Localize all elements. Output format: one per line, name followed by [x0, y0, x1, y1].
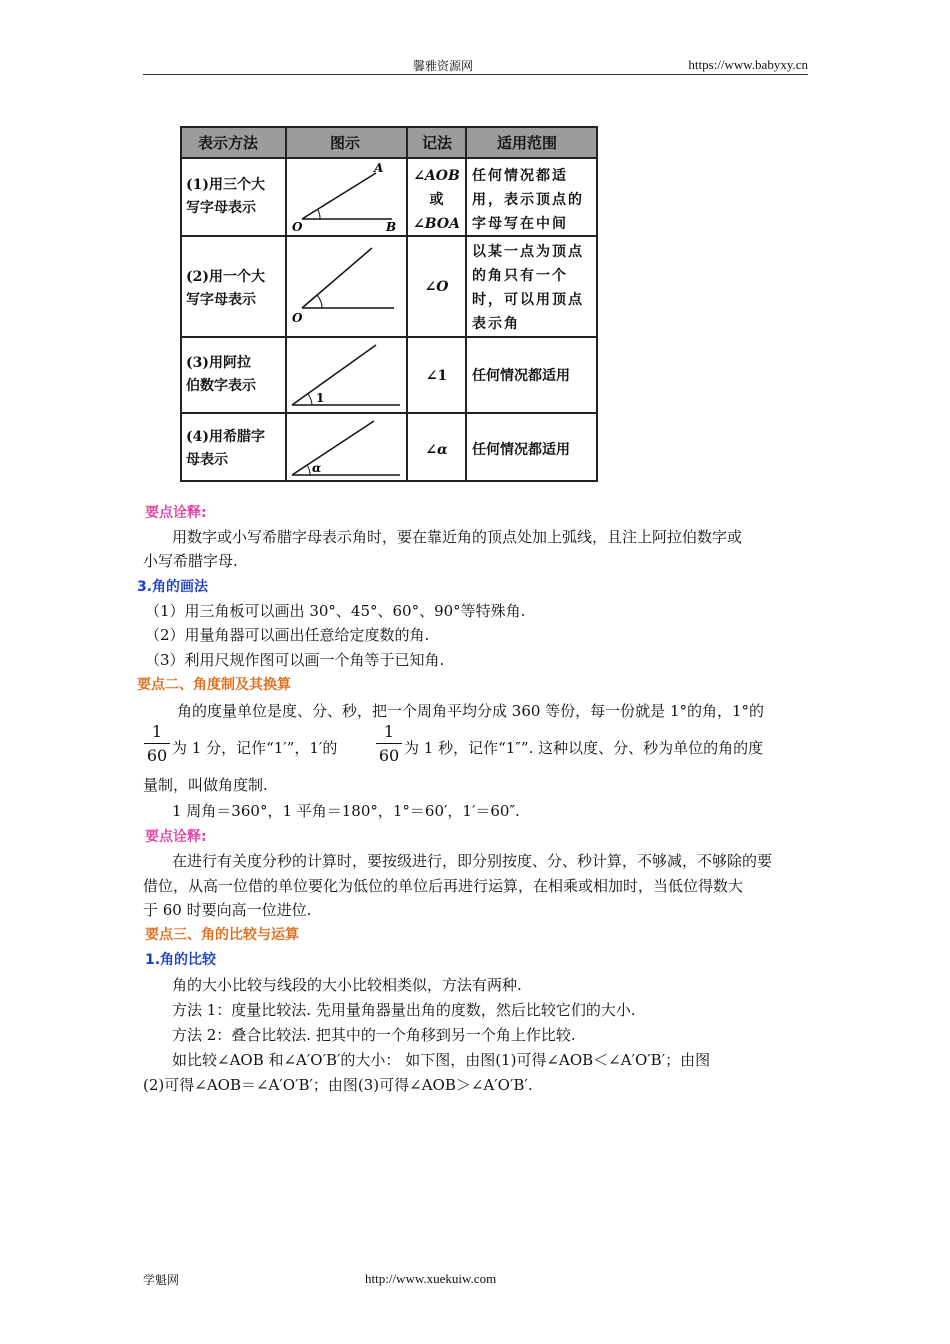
label-O: O	[292, 311, 303, 325]
key2-line4: 1 周角＝360°，1 平角＝180°，1°＝60′，1′＝60″.	[172, 802, 520, 820]
label-A: A	[374, 161, 384, 175]
divider	[182, 412, 596, 414]
header-scope: 适用范围	[497, 134, 558, 152]
angle-figure-1	[288, 161, 404, 233]
sub1-line1: 角的大小比较与线段的大小比较相类似，方法有两种.	[172, 976, 522, 994]
row4-notation: ∠α	[425, 442, 448, 458]
note2-line2: 借位，从高一位借的单位要化为低位的单位后再进行运算，在相乘或相加时，当低位得数大	[143, 877, 744, 895]
note1-line1: 用数字或小写希腊字母表示角时，要在靠近角的顶点处加上弧线，且注上阿拉伯数字或	[172, 528, 743, 546]
note1-line2: 小写希腊字母.	[143, 552, 238, 570]
section3-title: 3.角的画法	[137, 579, 209, 595]
note2-line1: 在进行有关度分秒的计算时，要按级进行，即分别按度、分、秒计算，不够减，不够除的要	[172, 852, 773, 870]
row4-method: (4)用希腊字 母表示	[186, 429, 265, 468]
section3-line1: （1）用三角板可以画出 30°、45°、60°、90°等特殊角.	[145, 602, 526, 620]
header-url: https://www.babyxy.cn	[688, 57, 808, 72]
divider	[285, 128, 287, 480]
angle-notation-table	[180, 126, 598, 482]
key2-line2a: 为 1 分，记作“1′”，1′的	[172, 739, 338, 757]
page-header	[143, 56, 808, 75]
header-site-name: 馨雅资源网	[413, 59, 474, 73]
sub1-line5: (2)可得∠AOB＝∠A′O′B′；由图(3)可得∠AOB＞∠A′O′B′.	[143, 1076, 533, 1094]
row4-scope: 任何情况都适用	[472, 442, 570, 458]
note2-title: 要点诠释:	[145, 829, 207, 845]
note1-title: 要点诠释:	[145, 505, 207, 521]
key3-title: 要点三、角的比较与运算	[145, 927, 299, 943]
sub1-line2: 方法 1：度量比较法. 先用量角器量出角的度数，然后比较它们的大小.	[172, 1001, 636, 1019]
footer-site-name: 学魁网	[143, 1273, 180, 1287]
note2-line3: 于 60 时要向高一位进位.	[143, 901, 312, 919]
key2-line3: 量制，叫做角度制.	[143, 776, 268, 794]
label-1: 1	[316, 391, 325, 405]
subsection1-title: 1.角的比较	[145, 952, 217, 968]
section3-line2: （2）用量角器可以画出任意给定度数的角.	[145, 626, 430, 644]
row2-method: (2)用一个大 写字母表示	[186, 269, 265, 308]
row1-method: (1)用三个大 写字母表示	[186, 177, 265, 216]
label-alpha: α	[312, 461, 322, 475]
row3-scope: 任何情况都适用	[472, 368, 570, 384]
row1-notation: ∠AOB 或 ∠BOA	[413, 168, 460, 232]
label-B: B	[386, 220, 397, 233]
header-notation: 记法	[422, 134, 453, 152]
fraction-1-60: 1 60	[144, 722, 170, 765]
label-O: O	[292, 220, 303, 233]
divider	[182, 336, 596, 338]
key2-line2b: 为 1 秒，记作“1″”. 这种以度、分、秒为单位的角的度	[404, 739, 764, 757]
key2-line1: 角的度量单位是度、分、秒，把一个周角平均分成 360 等份，每一份就是 1°的角，1°的	[177, 702, 765, 720]
sub1-line4: 如比较∠AOB 和∠A′O′B′的大小： 如下图，由图(1)可得∠AOB＜∠A′O′B′；由图	[172, 1051, 711, 1069]
footer-url: http://www.xuekuiw.com	[365, 1271, 497, 1286]
row3-method: (3)用阿拉 伯数字表示	[186, 355, 256, 394]
angle-figure-4	[288, 415, 404, 481]
divider	[465, 128, 467, 480]
angle-figure-3	[288, 339, 404, 411]
key2-title: 要点二、角度制及其换算	[137, 677, 291, 693]
sub1-line3: 方法 2：叠合比较法. 把其中的一个角移到另一个角上作比较.	[172, 1026, 576, 1044]
row2-scope: 以某一点为顶点 的角只有一个 时，可以用顶点 表示角	[472, 244, 584, 332]
row3-notation: ∠1	[425, 368, 448, 384]
table-header	[182, 128, 596, 159]
header-method: 表示方法	[198, 134, 259, 152]
section3-line3: （3）利用尺规作图可以画一个角等于已知角.	[145, 651, 445, 669]
angle-figure-2	[288, 238, 404, 334]
header-figure: 图示	[330, 134, 361, 152]
row1-scope: 任何情况都适 用，表示顶点的 字母写在中间	[472, 168, 584, 232]
fraction-1-60: 1 60	[376, 722, 402, 765]
row2-notation: ∠O	[424, 279, 449, 295]
